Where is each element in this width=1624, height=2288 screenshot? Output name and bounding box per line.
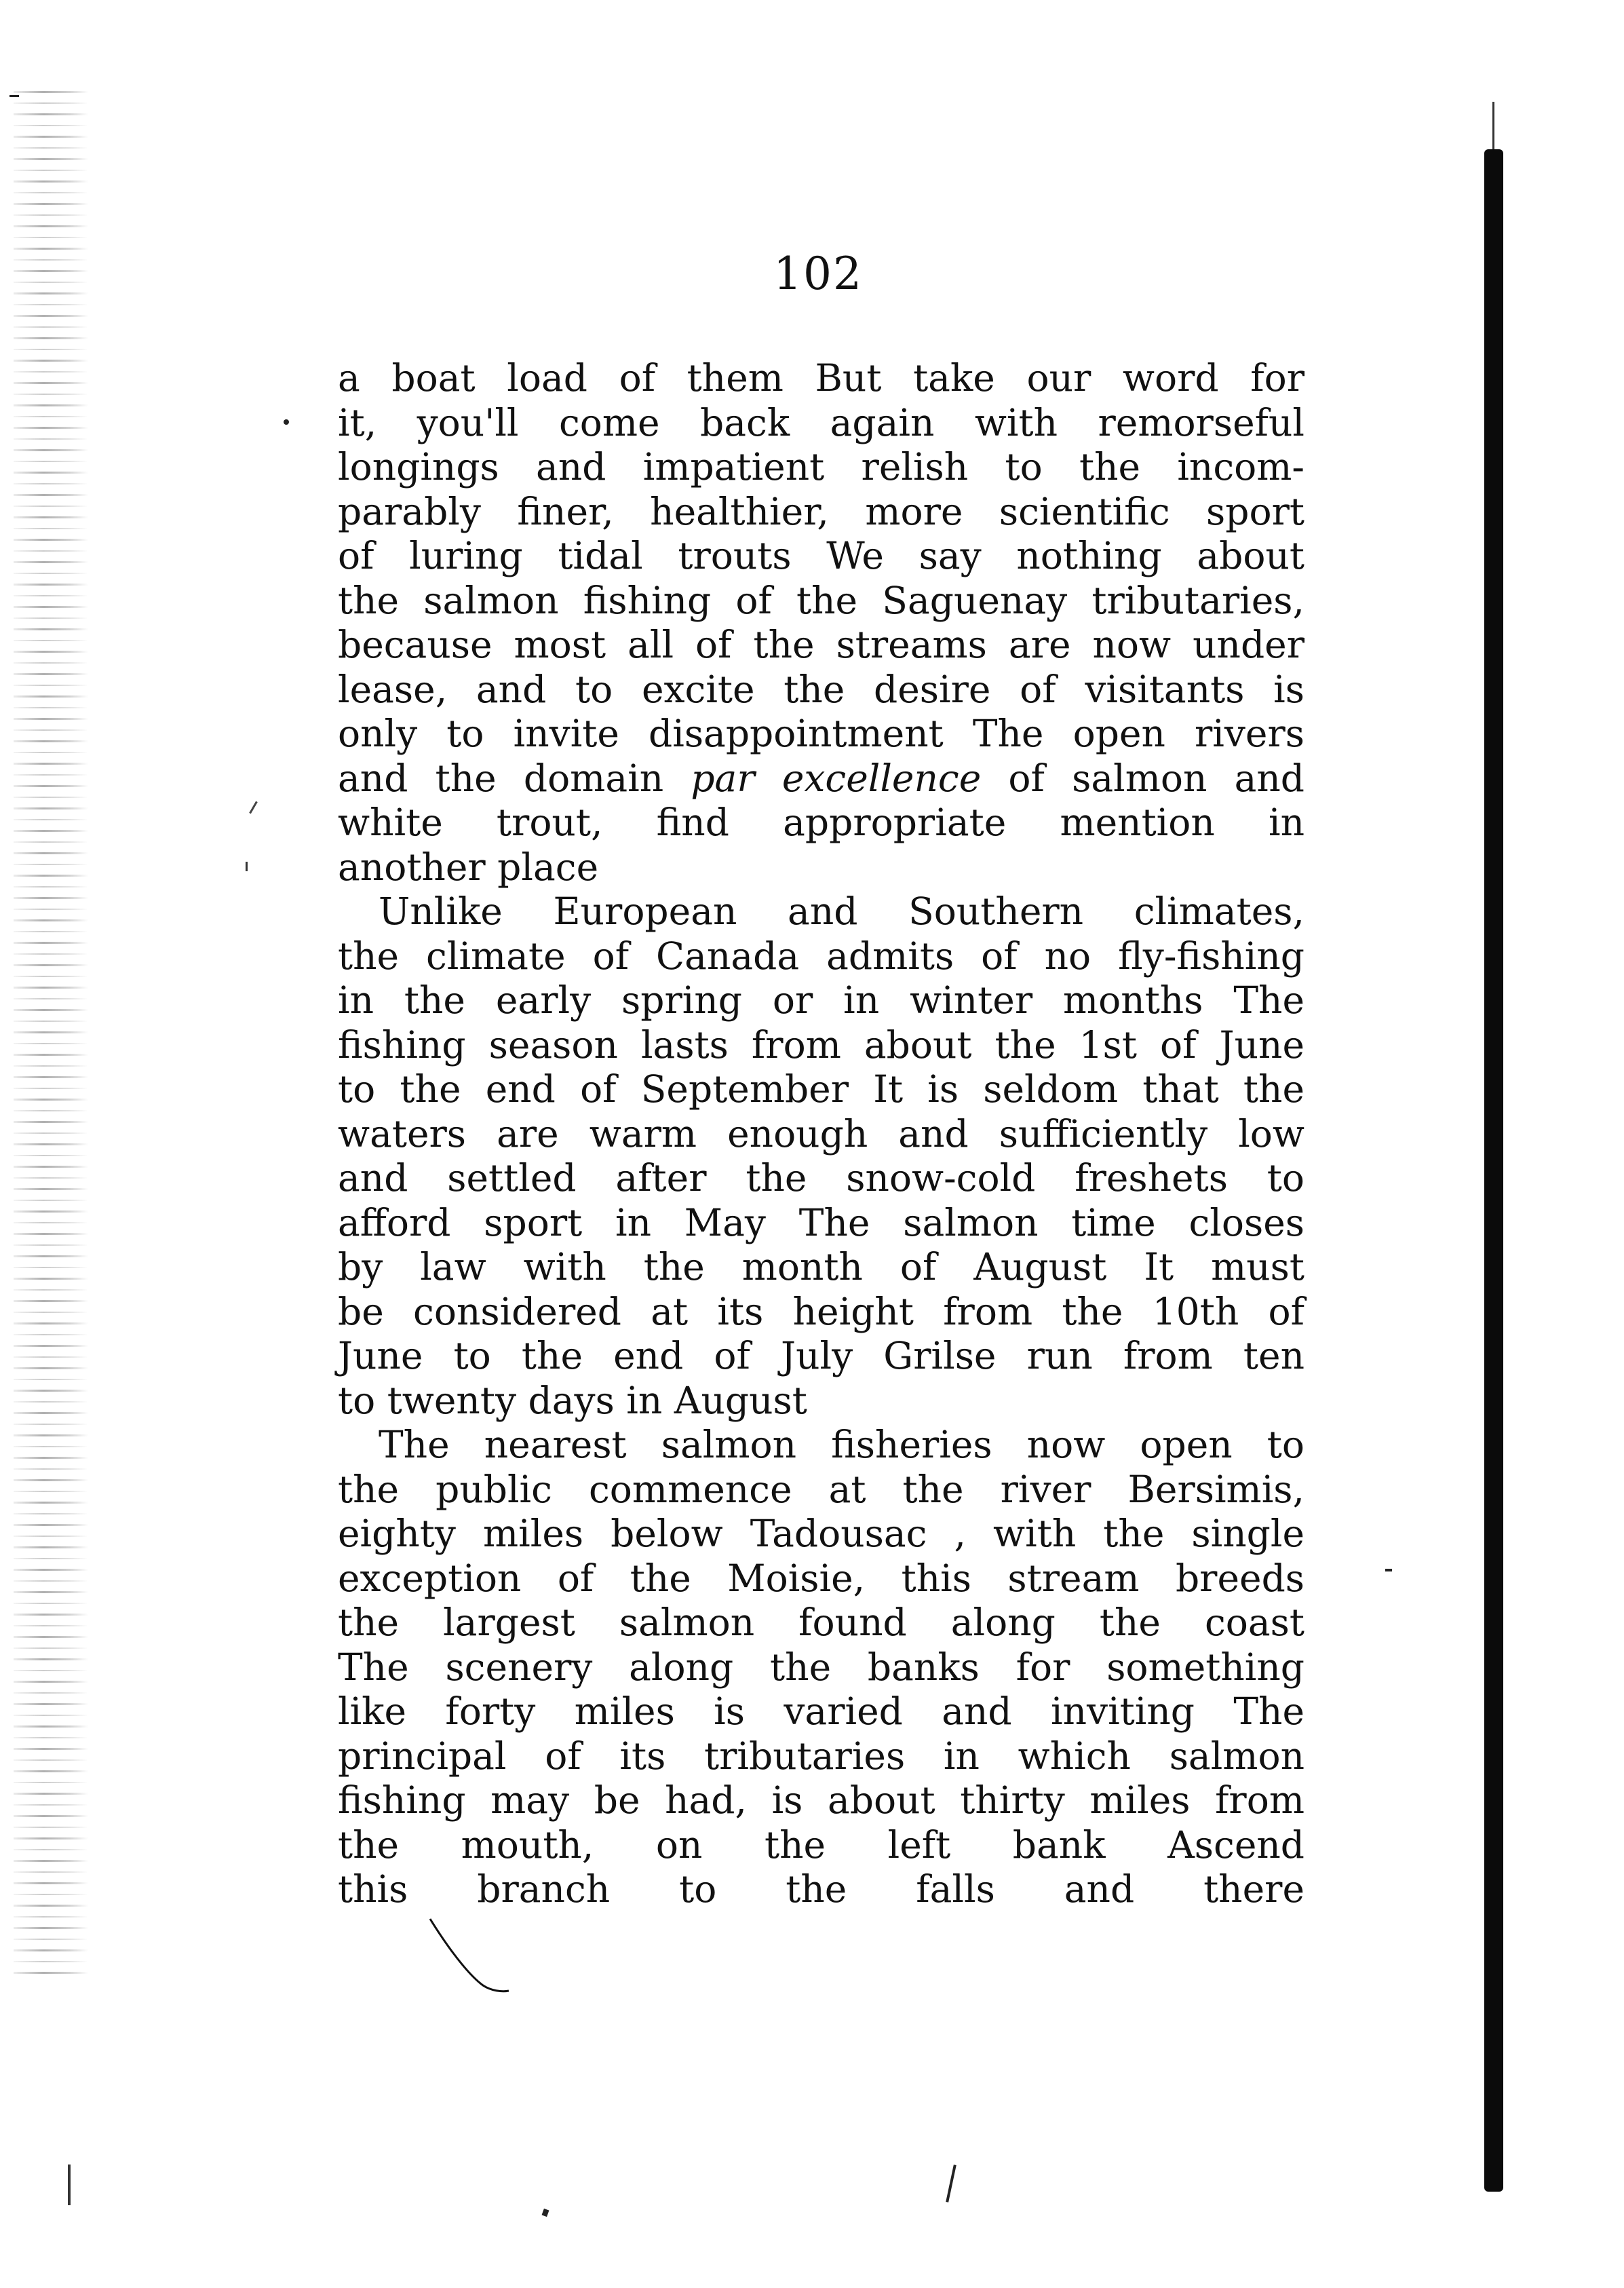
text-line: this branch to the falls and there (338, 1867, 1304, 1911)
text-line: exception of the Moisie, this stream breeds (338, 1556, 1304, 1600)
text-run: and the domain (338, 756, 691, 800)
text-line: the largest salmon found along the coast (338, 1601, 1304, 1644)
body-text (338, 356, 1304, 1912)
text-line: another place (338, 845, 599, 889)
text-line: afford sport in May The salmon time closes (338, 1200, 1304, 1244)
text-line (338, 757, 1304, 801)
text-run: of salmon and (981, 756, 1304, 800)
text-line: fishing may be had, is about thirty miles from (338, 1778, 1304, 1822)
italic-text-run: par excellence (691, 756, 982, 800)
text-line: it, you'll come back again with remorseful (338, 400, 1304, 444)
text-line: waters are warm enough and sufficiently low (338, 1111, 1304, 1156)
binding-bar (1484, 149, 1503, 2192)
text-line: Unlike European and Southern climates, (379, 890, 1304, 933)
edge-mark-bottom (68, 2165, 71, 2205)
stray-mark (542, 2209, 549, 2217)
text-line: the mouth, on the left bank Ascend (338, 1823, 1304, 1867)
pen-stroke-mark (421, 1907, 516, 2002)
edge-mark (9, 95, 19, 97)
text-line: and settled after the snow-cold freshets to (338, 1156, 1304, 1200)
text-line: like forty miles is varied and inviting The (338, 1690, 1304, 1733)
text-line: white trout, find appropriate mention in (338, 801, 1304, 844)
text-line: be considered at its height from the 10th of (338, 1289, 1304, 1333)
text-line: principal of its tributaries in which salmon (338, 1734, 1304, 1778)
text-line: fishing season lasts from about the 1st of June (338, 1023, 1304, 1067)
text-line: the salmon fishing of the Saguenay tributaries, (338, 578, 1304, 622)
stray-mark (946, 2165, 956, 2203)
text-line: The scenery along the banks for something (338, 1645, 1304, 1689)
scanned-edge-noise (14, 81, 88, 1981)
stray-mark (249, 801, 258, 814)
stray-mark (284, 419, 289, 425)
text-line: by law with the month of August It must (338, 1245, 1304, 1289)
page-number: 102 (773, 248, 863, 300)
text-line: June to the end of July Grilse run from ten (338, 1334, 1304, 1377)
text-line: The nearest salmon fisheries now open to (379, 1423, 1304, 1466)
text-line: parably finer, healthier, more scientific sport (338, 489, 1304, 533)
text-line: the climate of Canada admits of no fly-fishing (338, 934, 1304, 978)
text-line: lease, and to excite the desire of visitants is (338, 667, 1304, 711)
binding-line (1492, 102, 1494, 156)
stray-mark (1385, 1569, 1392, 1571)
text-line: longings and impatient relish to the incom- (338, 445, 1304, 489)
text-line: to twenty days in August (338, 1378, 807, 1422)
text-line: eighty miles below Tadousac , with the single (338, 1512, 1304, 1555)
text-line: to the end of September It is seldom that the (338, 1067, 1304, 1111)
text-line: a boat load of them But take our word for (338, 356, 1304, 400)
text-line: because most all of the streams are now under (338, 623, 1304, 666)
text-line: of luring tidal trouts We say nothing about (338, 534, 1304, 577)
text-line: the public commence at the river Bersimis, (338, 1467, 1304, 1511)
text-line: only to invite disappointment The open rivers (338, 712, 1304, 755)
text-line: in the early spring or in winter months The (338, 978, 1304, 1022)
stray-mark (246, 862, 248, 871)
